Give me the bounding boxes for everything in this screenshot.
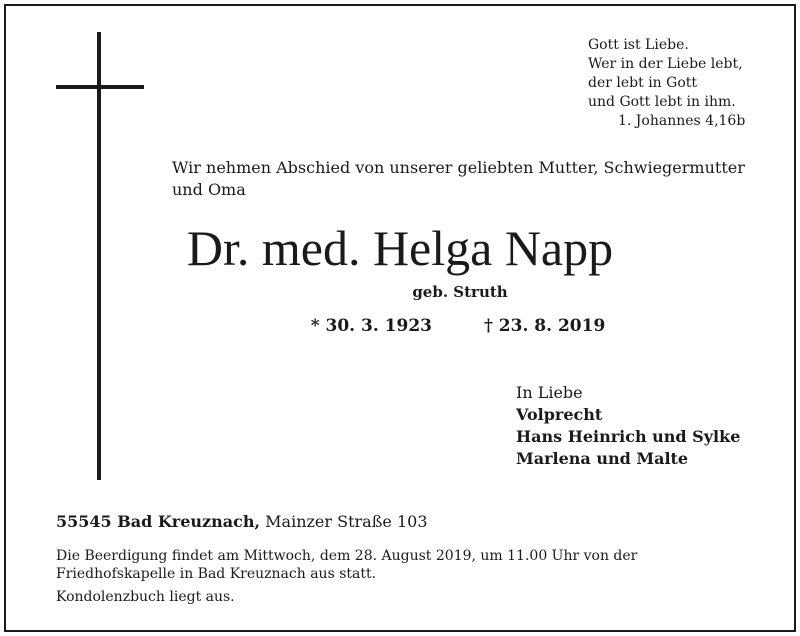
birth-date: * 30. 3. 1923 bbox=[310, 316, 432, 336]
family-member: Hans Heinrich und Sylke bbox=[516, 427, 741, 446]
family-greeting: In Liebe bbox=[516, 383, 583, 402]
family-member: Marlena und Malte bbox=[516, 449, 689, 468]
condolence-note: Kondolenzbuch liegt aus. bbox=[56, 589, 235, 605]
family-signature bbox=[516, 382, 740, 470]
verse-line: der lebt in Gott bbox=[588, 75, 697, 91]
address-city: 55545 Bad Kreuznach, bbox=[56, 512, 261, 531]
bible-verse bbox=[588, 36, 745, 131]
address-street: Mainzer Straße 103 bbox=[265, 512, 428, 531]
verse-reference: 1. Johannes 4,16b bbox=[618, 113, 746, 129]
verse-line: Wer in der Liebe lebt, bbox=[588, 56, 743, 72]
death-date: † 23. 8. 2019 bbox=[484, 316, 606, 336]
birth-name: geb. Struth bbox=[412, 283, 508, 301]
family-member: Volprecht bbox=[516, 405, 603, 424]
farewell-intro: Wir nehmen Abschied von unserer geliebten Mutter, Schwiegermutter und Oma bbox=[172, 158, 745, 199]
life-dates bbox=[0, 316, 800, 336]
funeral-notice: Die Beerdigung findet am Mittwoch, dem 28. August 2019, um 11.00 Uhr von der Friedhofskapelle in Bad Kreuznach aus statt. bbox=[56, 548, 638, 582]
address-line bbox=[56, 512, 428, 531]
verse-line: Gott ist Liebe. bbox=[588, 37, 689, 53]
cross-horizontal-bar bbox=[56, 85, 144, 89]
deceased-name: Dr. med. Helga Napp bbox=[186, 220, 614, 276]
verse-line: und Gott lebt in ihm. bbox=[588, 94, 736, 110]
